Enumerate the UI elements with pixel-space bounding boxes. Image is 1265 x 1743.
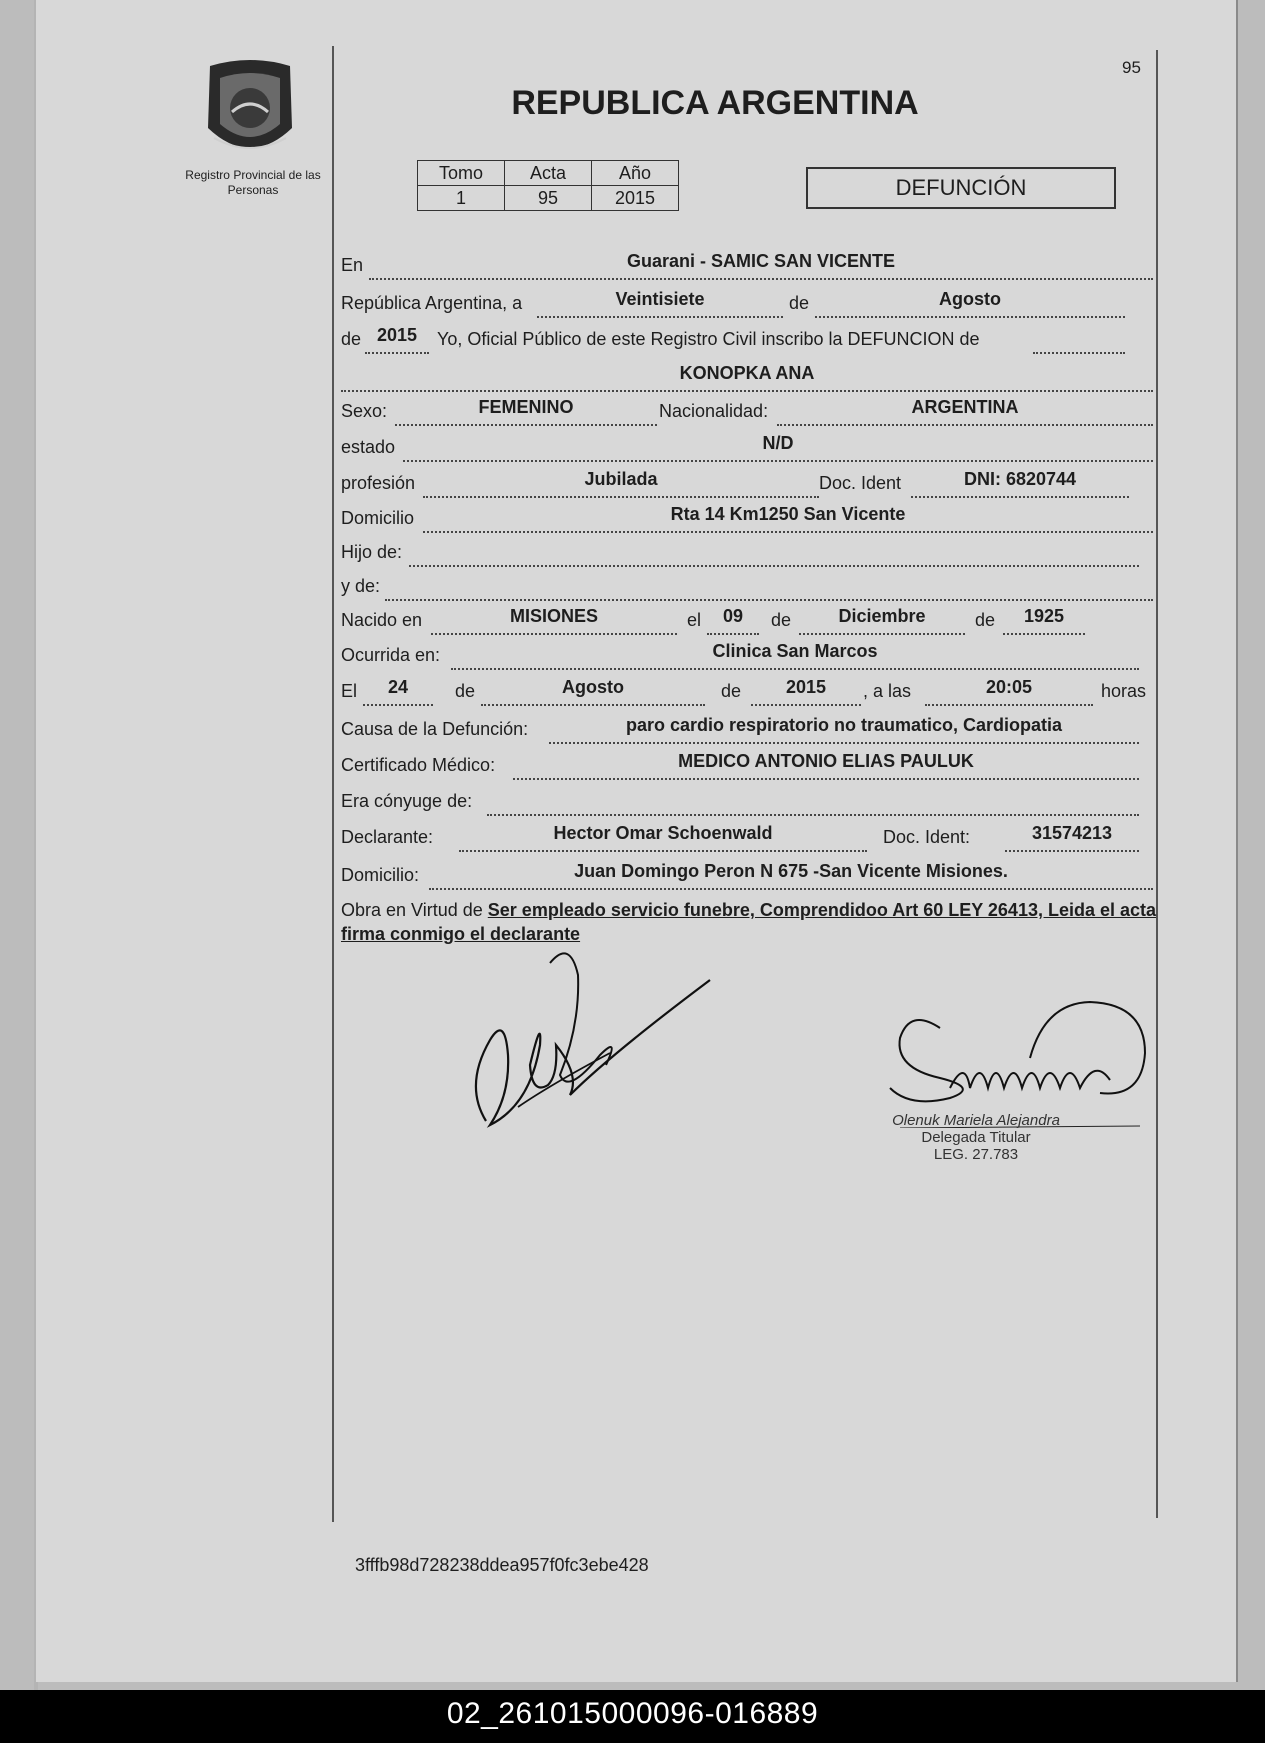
row-causa xyxy=(341,710,1153,744)
certificado-label: Certificado Médico: xyxy=(341,755,496,775)
sexo-value: FEMENINO xyxy=(478,397,574,417)
nacido-en-field xyxy=(431,603,677,635)
de-label: de xyxy=(789,293,810,313)
def-anio-value: 2015 xyxy=(785,677,827,697)
province-seal-logo xyxy=(200,58,300,163)
de-label: de xyxy=(771,610,792,630)
declarante-value: Hector Omar Schoenwald xyxy=(553,823,773,843)
domicilio-value: Rta 14 Km1250 San Vicente xyxy=(670,504,906,524)
row-y-de xyxy=(341,567,1153,601)
horas-label: horas xyxy=(1101,681,1147,701)
stamp-name: Olenuk Mariela Alejandra xyxy=(892,1112,1060,1129)
domicilio-field xyxy=(423,501,1153,533)
dia-field xyxy=(537,286,783,318)
lugar-field xyxy=(369,248,1153,280)
nac-dia-value: 09 xyxy=(722,606,744,626)
row-nacimiento xyxy=(341,601,1153,635)
nacido-en-value: MISIONES xyxy=(509,606,598,626)
row-hijo-de xyxy=(341,533,1153,567)
hijo-de-field xyxy=(409,535,1139,567)
def-hora-field xyxy=(925,674,1093,706)
tomo-value: 1 xyxy=(418,186,505,211)
row-fecha-inscripcion xyxy=(341,284,1153,318)
declarant-signature xyxy=(460,935,720,1150)
row-profesion-documento xyxy=(341,464,1153,498)
oficial-text: Yo, Oficial Público de este Registro Civil inscribo la DEFUNCION de xyxy=(437,329,980,349)
ocurrida-field xyxy=(451,638,1139,670)
certificado-field xyxy=(513,748,1139,780)
obra-label: Obra en Virtud de xyxy=(341,900,483,920)
row-anio-inscripcion xyxy=(341,320,1153,354)
hijo-de-label: Hijo de: xyxy=(341,542,403,562)
nacionalidad-value: ARGENTINA xyxy=(911,397,1019,417)
domicilio-declarante-field xyxy=(429,858,1153,890)
registry-name: Registro Provincial de las Personas xyxy=(185,168,321,197)
row-ocurrida xyxy=(341,636,1153,670)
doc-label: Doc. Ident xyxy=(819,473,902,493)
nac-dia-field xyxy=(707,603,759,635)
doc-field xyxy=(911,466,1129,498)
row-domicilio-declarante xyxy=(341,856,1153,890)
domicilio-label: Domicilio: xyxy=(341,865,420,885)
tomo-acta-anio-table xyxy=(417,160,679,211)
row-conyuge xyxy=(341,782,1153,816)
def-dia-field xyxy=(363,674,433,706)
row-nombre xyxy=(341,358,1153,392)
nac-anio-value: 1925 xyxy=(1023,606,1065,626)
profesion-field xyxy=(423,466,819,498)
ocurrida-label: Ocurrida en: xyxy=(341,645,441,665)
doc-ident-label: Doc. Ident: xyxy=(883,827,971,847)
a-las-label: , a las xyxy=(863,681,912,701)
row-lugar xyxy=(341,246,1153,280)
obra-value: Ser empleado servicio funebre, Comprendidoo Art 60 LEY 26413, Leida el acta firma conmigo el declarante xyxy=(341,900,1157,944)
lugar-value: Guarani - SAMIC SAN VICENTE xyxy=(626,251,896,271)
anio-value: 2015 xyxy=(592,186,679,211)
ocurrida-value: Clinica San Marcos xyxy=(712,641,878,661)
estado-field xyxy=(403,430,1153,462)
tomo-header: Tomo xyxy=(418,161,505,186)
anio-field xyxy=(365,322,429,354)
doc-value: DNI: 6820744 xyxy=(963,469,1077,489)
conyuge-field xyxy=(487,784,1139,816)
estado-value: N/D xyxy=(762,433,794,453)
domicilio-declarante-value: Juan Domingo Peron N 675 -San Vicente Misiones. xyxy=(574,861,1008,881)
nombre-field xyxy=(341,360,1153,392)
anio-header: Año xyxy=(592,161,679,186)
nac-mes-field xyxy=(799,603,965,635)
y-de-label: y de: xyxy=(341,576,381,596)
el-label: el xyxy=(687,610,702,630)
def-mes-value: Agosto xyxy=(562,677,624,697)
el-label: El xyxy=(341,681,358,701)
declarante-doc-value: 31574213 xyxy=(1031,823,1113,843)
acta-value: 95 xyxy=(505,186,592,211)
domicilio-label: Domicilio xyxy=(341,508,415,528)
page-number: 95 xyxy=(1122,58,1141,77)
sexo-label: Sexo: xyxy=(341,401,388,421)
def-dia-value: 24 xyxy=(387,677,409,697)
de-label: de xyxy=(721,681,742,701)
nacionalidad-label: Nacionalidad: xyxy=(659,401,769,421)
footer-code: 02_261015000096-016889 xyxy=(446,1697,819,1730)
declarante-field xyxy=(459,820,867,852)
anio-inscripcion-value: 2015 xyxy=(376,325,418,345)
conyuge-label: Era cónyuge de: xyxy=(341,791,473,811)
officer-signature xyxy=(870,998,1160,1128)
document-type-box: DEFUNCIÓN xyxy=(806,167,1116,209)
acta-header: Acta xyxy=(505,161,592,186)
official-stamp xyxy=(876,1112,1076,1163)
nac-anio-field xyxy=(1003,603,1085,635)
de-label: de xyxy=(455,681,476,701)
def-mes-field xyxy=(481,674,705,706)
causa-value: paro cardio respiratorio no traumatico, Cardiopatia xyxy=(625,715,1063,735)
causa-field xyxy=(549,712,1139,744)
blank-field xyxy=(1033,322,1125,354)
left-margin-rule xyxy=(332,46,334,1522)
nac-mes-value: Diciembre xyxy=(838,606,926,626)
def-anio-field xyxy=(751,674,861,706)
row-fecha-defuncion xyxy=(341,672,1153,706)
mes-value: Agosto xyxy=(939,289,1001,309)
document-hash: 3fffb98d728238ddea957f0fc3ebe428 xyxy=(355,1555,649,1575)
def-hora-value: 20:05 xyxy=(985,677,1033,697)
nacido-en-label: Nacido en xyxy=(341,610,423,630)
causa-label: Causa de la Defunción: xyxy=(341,719,529,739)
stamp-leg: LEG. 27.783 xyxy=(933,1146,1019,1163)
document-title: REPUBLICA ARGENTINA xyxy=(511,84,919,122)
row-sexo-nacionalidad xyxy=(341,392,1153,426)
nombre-value: KONOPKA ANA xyxy=(679,363,815,383)
profesion-value: Jubilada xyxy=(584,469,658,489)
stamp-role: Delegada Titular xyxy=(921,1129,1031,1146)
y-de-field xyxy=(385,569,1153,601)
row-domicilio xyxy=(341,499,1153,533)
declarante-label: Declarante: xyxy=(341,827,434,847)
row-certificado xyxy=(341,746,1153,780)
sexo-field xyxy=(395,394,657,426)
de-label: de xyxy=(975,610,996,630)
row-estado xyxy=(341,428,1153,462)
republica-label: República Argentina, a xyxy=(341,293,523,313)
nacionalidad-field xyxy=(777,394,1153,426)
declarante-doc-field xyxy=(1005,820,1139,852)
profesion-label: profesión xyxy=(341,473,416,493)
de-label: de xyxy=(341,329,362,349)
en-label: En xyxy=(341,255,364,275)
estado-label: estado xyxy=(341,437,396,457)
right-margin-rule xyxy=(1156,50,1158,1518)
mes-field xyxy=(815,286,1125,318)
certificado-value: MEDICO ANTONIO ELIAS PAULUK xyxy=(678,751,974,771)
row-declarante xyxy=(341,818,1153,852)
dia-value: Veintisiete xyxy=(615,289,705,309)
